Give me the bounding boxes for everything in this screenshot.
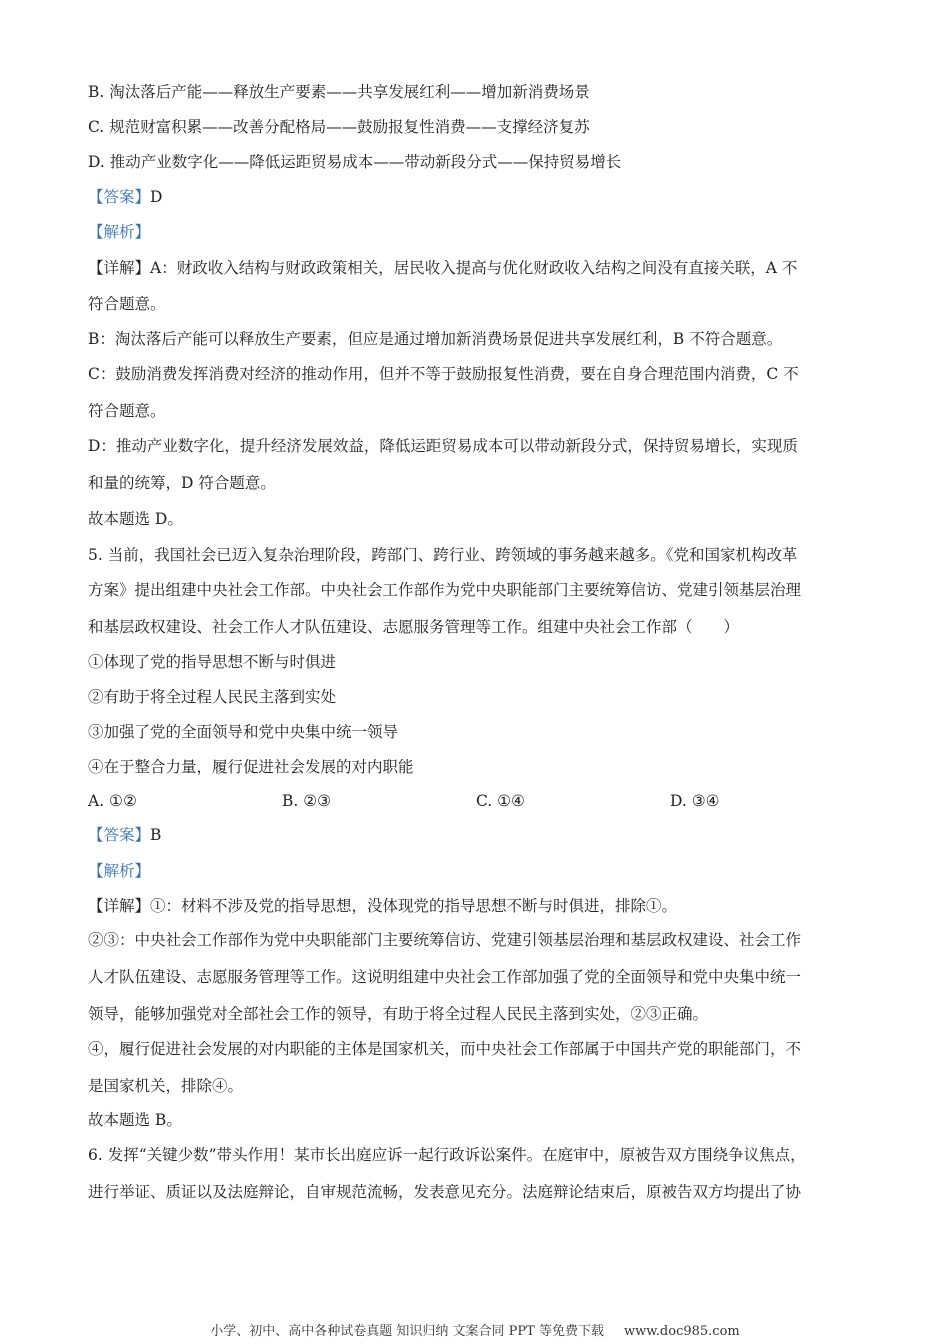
answer-line <box>88 187 162 207</box>
detail-line: ②③：中央社会工作部作为党中央职能部门主要统筹信访、党建引领基层治理和基层政权建设、社会工作 <box>88 931 802 949</box>
choice-b: B. ②③ <box>282 792 332 810</box>
answer-tag: 【答案】 <box>88 826 151 844</box>
conclusion-line: 故本题选 D。 <box>88 510 183 528</box>
detail-text: ①：材料不涉及党的指导思想，没体现党的指导思想不断与时俱进，排除①。 <box>150 897 678 915</box>
analysis-tag: 【解析】 <box>88 223 151 241</box>
statement-line: ③加强了党的全面领导和党中央集中统一领导 <box>88 723 399 741</box>
detail-line: C：鼓励消费发挥消费对经济的推动作用，但并不等于鼓励报复性消费，要在自身合理范围内消费，C 不 <box>88 365 799 383</box>
option-line-d: D. 推动产业数字化——降低运距贸易成本——带动新段分式——保持贸易增长 <box>88 153 622 171</box>
statement-line: ②有助于将全过程人民民主落到实处 <box>88 688 337 706</box>
choice-c: C. ①④ <box>476 792 525 810</box>
question-stem-line: 和基层政权建设、社会工作人才队伍建设、志愿服务管理等工作。组建中央社会工作部（ ） <box>88 618 740 636</box>
conclusion-line: 故本题选 B。 <box>88 1111 182 1129</box>
footer-text: 小学、初中、高中各种试卷真题 知识归纳 文案合同 PPT 等免费下载 <box>210 1324 604 1339</box>
option-line-b: B. 淘汰落后产能——释放生产要素——共享发展红利——增加新消费场景 <box>88 83 590 101</box>
detail-line: 是国家机关，排除④。 <box>88 1077 244 1095</box>
detail-line: 人才队伍建设、志愿服务管理等工作。这说明组建中央社会工作部加强了党的全面领导和党中央集中统一 <box>88 968 802 986</box>
question-stem-line: 进行举证、质证以及法庭辩论，自审规范流畅，发表意见充分。法庭辩论结束后，原被告双方均提出了协 <box>88 1183 802 1201</box>
analysis-tag: 【解析】 <box>88 862 151 880</box>
detail-tag: 【详解】 <box>88 259 151 277</box>
detail-line: 符合题意。 <box>88 295 166 313</box>
question-stem-line: 方案》提出组建中央社会工作部。中央社会工作部作为党中央职能部门主要统筹信访、党建引领基层治理 <box>88 581 802 599</box>
footer-link[interactable]: www.doc985.com <box>623 1324 740 1339</box>
choice-d: D. ③④ <box>670 792 720 810</box>
detail-line: ④，履行促进社会发展的对内职能的主体是国家机关，而中央社会工作部属于中国共产党的职能部门，不 <box>88 1040 802 1058</box>
detail-line: 符合题意。 <box>88 402 166 420</box>
answer-value: D <box>150 188 163 206</box>
detail-text: A：财政收入结构与财政政策相关，居民收入提高与优化财政收入结构之间没有直接关联，A 不 <box>150 259 798 277</box>
statement-line: ④在于整合力量，履行促进社会发展的对内职能 <box>88 758 414 776</box>
detail-line: D：推动产业数字化，提升经济发展效益，降低运距贸易成本可以带动新段分式，保持贸易增长，实现质 <box>88 437 798 455</box>
detail-line: 领导，能够加强党对全部社会工作的领导，有助于将全过程人民民主落到实处，②③正确。 <box>88 1005 709 1023</box>
choice-a: A. ①② <box>88 792 137 810</box>
answer-tag: 【答案】 <box>88 188 151 206</box>
detail-line <box>88 896 677 916</box>
answer-line <box>88 825 161 845</box>
answer-value: B <box>150 826 162 844</box>
detail-line <box>88 258 797 278</box>
question-stem-line: 6. 发挥“关键少数”带头作用！某市长出庭应诉一起行政诉讼案件。在庭审中，原被告双方围绕争议焦点， <box>88 1146 806 1164</box>
detail-line: 和量的统筹，D 符合题意。 <box>88 474 276 492</box>
option-line-c: C. 规范财富积累——改善分配格局——鼓励报复性消费——支撑经济复苏 <box>88 118 590 136</box>
question-stem-line: 5. 当前，我国社会已迈入复杂治理阶段，跨部门、跨行业、跨领域的事务越来越多。《党和国家机构改革 <box>88 546 798 564</box>
page-footer <box>0 1323 950 1341</box>
statement-line: ①体现了党的指导思想不断与时俱进 <box>88 653 337 671</box>
detail-tag: 【详解】 <box>88 897 151 915</box>
detail-line: B：淘汰落后产能可以释放生产要素，但应是通过增加新消费场景促进共享发展红利，B 不符合题意。 <box>88 330 783 348</box>
